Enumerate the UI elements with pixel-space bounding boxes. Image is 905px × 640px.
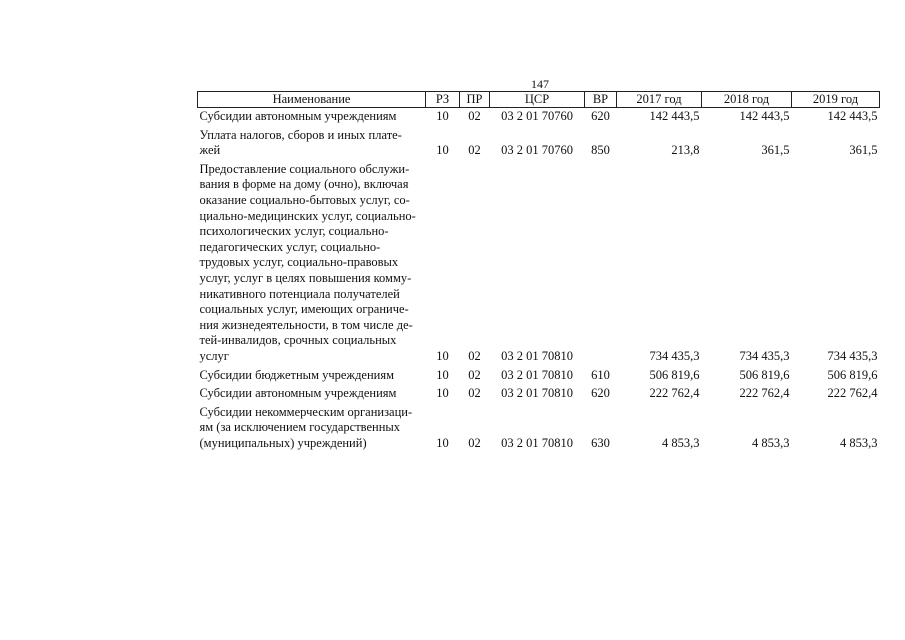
row-value-2017: 222 762,4 [649,386,700,401]
row-rz: 10 [436,367,449,382]
row-pr: 02 [468,367,481,382]
row-value-2019: 142 443,5 [827,109,878,123]
table-row [198,108,880,127]
col-header-name: Наименование [198,92,426,108]
row-pr: 02 [468,109,481,123]
col-header-2018: 2018 год [702,92,792,108]
row-value-2019: 4 853,3 [840,435,878,450]
table-row [198,385,880,404]
row-rz: 10 [436,348,449,363]
row-value-2019: 506 819,6 [827,367,878,382]
col-header-vr: ВР [585,92,617,108]
row-csr: 03 2 01 70810 [501,435,573,450]
col-header-rz: РЗ [426,92,460,108]
row-rz: 10 [436,109,449,123]
row-name: Субсидии автономным учреждениям [199,386,397,401]
row-value-2017: 4 853,3 [662,435,700,450]
table-row [198,127,880,161]
row-pr: 02 [468,386,481,401]
row-value-2017: 734 435,3 [649,348,700,363]
table-row [198,404,880,454]
row-vr: 630 [591,435,610,450]
row-value-2017: 506 819,6 [649,367,700,382]
col-header-2019: 2019 год [792,92,880,108]
row-name: Субсидии некоммерческим организаци- ям (за исключением государственных (муниципальных) учреждений) [199,404,413,450]
table-body [198,108,880,454]
row-value-2018: 734 435,3 [739,348,790,363]
row-rz: 10 [436,386,449,401]
budget-table [197,91,880,453]
row-vr: 620 [591,109,610,123]
row-value-2018: 222 762,4 [739,386,790,401]
table-header [198,92,880,108]
col-header-csr: ЦСР [490,92,585,108]
row-value-2019: 734 435,3 [827,348,878,363]
table-row [198,161,880,367]
table-row [198,367,880,386]
row-value-2019: 222 762,4 [827,386,878,401]
row-value-2018: 4 853,3 [752,435,790,450]
row-csr: 03 2 01 70760 [501,109,573,123]
row-csr: 03 2 01 70760 [501,143,573,158]
row-value-2017: 142 443,5 [649,109,700,123]
row-rz: 10 [436,435,449,450]
row-value-2018: 506 819,6 [739,367,790,382]
row-value-2018: 361,5 [761,143,790,158]
row-csr: 03 2 01 70810 [501,367,573,382]
row-value-2019: 361,5 [849,143,878,158]
row-csr: 03 2 01 70810 [501,386,573,401]
row-name: Субсидии бюджетным учреждениям [199,367,395,382]
row-name: Уплата налогов, сборов и иных плате- жей [199,127,402,158]
row-value-2018: 142 443,5 [739,109,790,123]
col-header-2017: 2017 год [617,92,702,108]
col-header-pr: ПР [460,92,490,108]
row-value-2017: 213,8 [671,143,700,158]
row-pr: 02 [468,348,481,363]
row-rz: 10 [436,143,449,158]
row-csr: 03 2 01 70810 [501,348,573,363]
row-name: Предоставление социального обслужи- вания в форме на дому (очно), включая оказание социально-бытовых услуг, со- циально-медицинских услуг, социально- психологических услуг, социально- педагогических услуг, социально- трудовых услуг, социально-правовых услуг, услуг в целях повышения комму- никативного потенциала получателей социальных услуг, имеющих ограниче- ния жизнедеятельности, в том числе де- тей-инвалидов, срочных социальных услуг [199,161,416,363]
row-pr: 02 [468,435,481,450]
row-vr: 610 [591,367,610,382]
row-vr: 850 [591,143,610,158]
row-pr: 02 [468,143,481,158]
row-name: Субсидии автономным учреждениям [199,109,397,123]
row-vr [585,161,617,367]
page-number: 147 [531,77,549,91]
row-vr: 620 [591,386,610,401]
